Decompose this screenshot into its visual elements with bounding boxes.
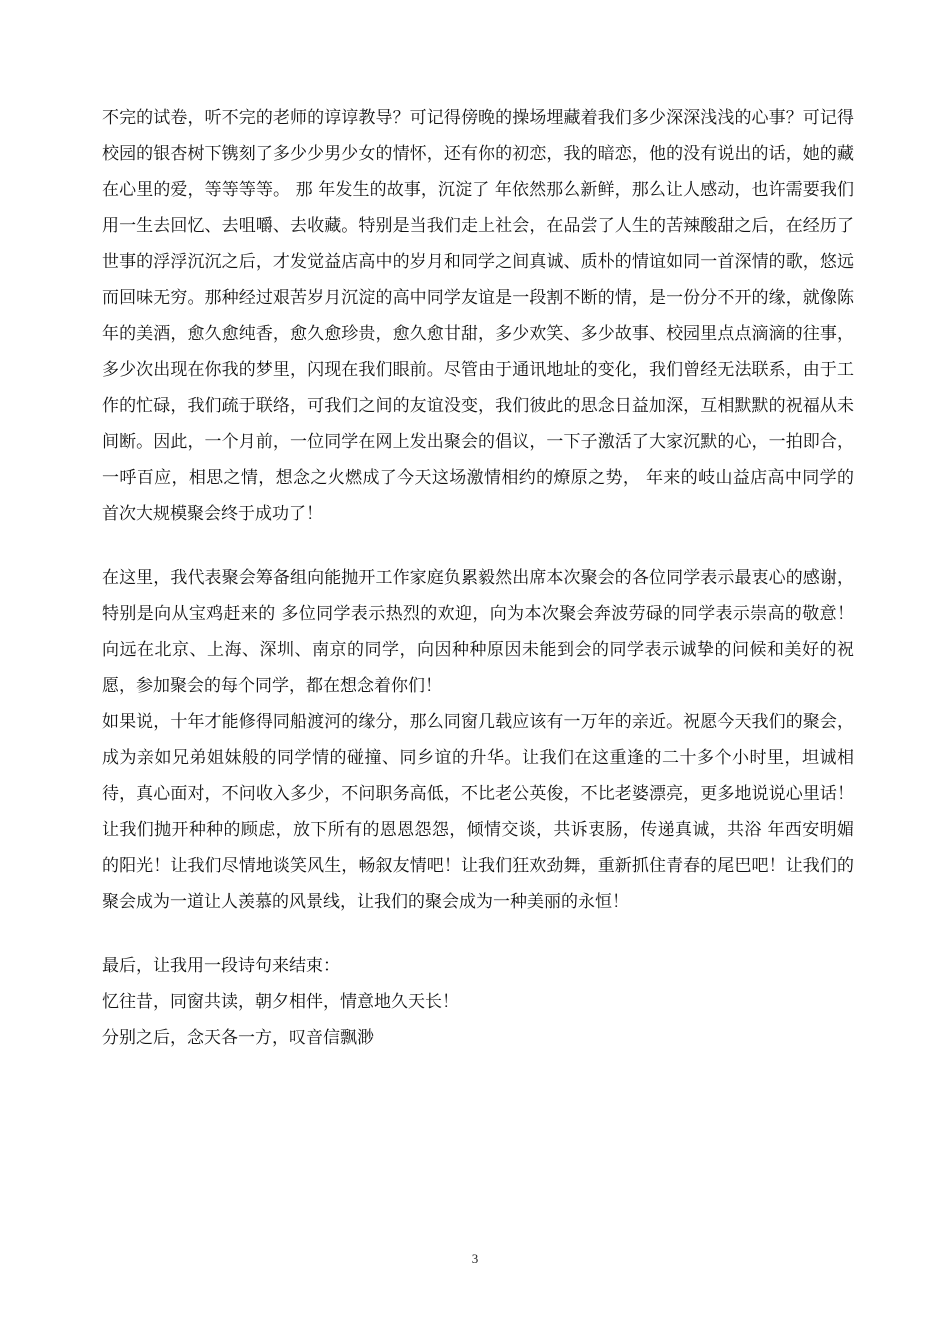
poem-line-2: 分别之后，念天各一方，叹音信飘渺 (102, 1028, 374, 1048)
page-number: 3 (471, 1251, 479, 1266)
paragraph-memories: 不完的试卷，听不完的老师的谆谆教导？可记得傍晚的操场埋藏着我们多少深深浅浅的心事？可记得校园的银杏树下镌刻了多少少男少女的情怀，还有你的初恋，我的暗恋，他的没有说出的话，她的藏在心里的爱，等等等等。 那 年发生的故事，沉淀了 年依然那么新鲜，那么让人感动，也许需要我们用一生去回忆、去咀嚼、去收藏。特别是当我们走上社会，在品尝了人生的苦辣酸甜之后，在经历了世事的浮浮沉沉之后，才发觉益店高中的岁月和同学之间真诚、质朴的情谊如同一首深情的歌，悠远而回味无穷。那种经过艰苦岁月沉淀的高中同学友谊是一段割不断的情，是一份分不开的缘，就像陈年的美酒，愈久愈纯香，愈久愈珍贵，愈久愈甘甜，多少欢笑、多少故事、校园里点点滴滴的往事，多少次出现在你我的梦里，闪现在我们眼前。尽管由于通讯地址的变化，我们曾经无法联系，由于工作的忙碌，我们疏于联络，可我们之间的友谊没变，我们彼此的思念日益加深，互相默默的祝福从未间断。因此，一个月前，一位同学在网上发出聚会的倡议，一下子激活了大家沉默的心，一拍即合，一呼百应，相思之情，想念之火燃成了今天这场激情相约的燎原之势， 年来的岐山益店高中同学的首次大规模聚会终于成功了！ (102, 108, 854, 524)
paragraph-wishes: 如果说，十年才能修得同船渡河的缘分，那么同窗几载应该有一万年的亲近。祝愿今天我们的聚会，成为亲如兄弟姐妹般的同学情的碰撞、同乡谊的升华。让我们在这重逢的二十多个小时里，坦诚相待，真心面对，不问收入多少，不问职务高低，不比老公英俊，不比老婆漂亮，更多地说说心里话！让我们抛开种种的顾虑，放下所有的恩恩怨怨，倾情交谈，共诉衷肠，传递真诚，共浴 年西安明媚的阳光！让我们尽情地谈笑风生，畅叙友情吧！让我们狂欢劲舞，重新抓住青春的尾巴吧！让我们的聚会成为一道让人羡慕的风景线，让我们的聚会成为一种美丽的永恒！ (102, 712, 854, 912)
paragraph-thanks: 在这里，我代表聚会筹备组向能抛开工作家庭负累毅然出席本次聚会的各位同学表示最衷心的感谢，特别是向从宝鸡赶来的 多位同学表示热烈的欢迎，向为本次聚会奔波劳碌的同学表示崇高的敬意！向远在北京、上海、深圳、南京的同学，向因种种原因未能到会的同学表示诚挚的问候和美好的祝愿，参加聚会的每个同学，都在想念着你们！ (102, 568, 854, 696)
paragraph-closing-intro: 最后，让我用一段诗句来结束： (102, 956, 340, 976)
poem-line-1: 忆往昔，同窗共读，朝夕相伴，情意地久天长！ (102, 992, 459, 1012)
document-body (102, 100, 854, 1056)
paragraph-spacer (102, 920, 854, 948)
paragraph-spacer (102, 532, 854, 560)
